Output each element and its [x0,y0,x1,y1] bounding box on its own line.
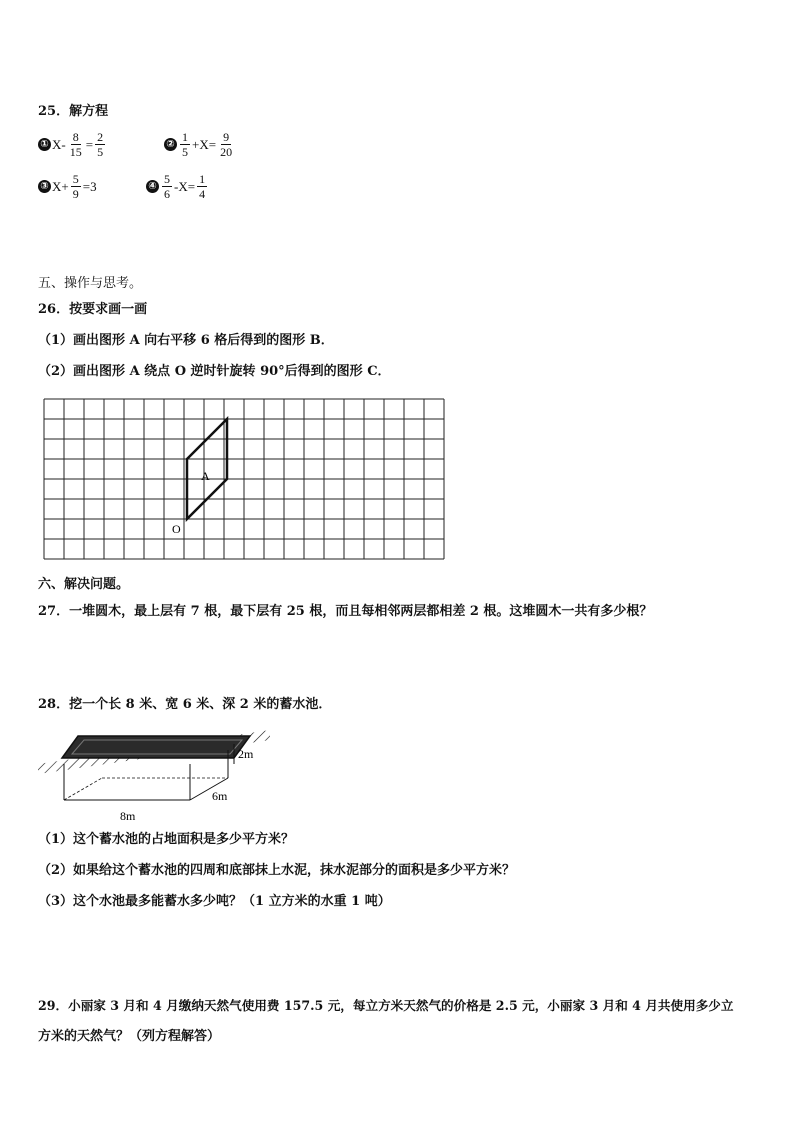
q26-item-2: （2）画出图形 A 绕点 O 逆时针旋转 90°后得到的图形 C． [38,364,391,379]
q29-line-2: 方米的天然气？（列方程解答） [38,1029,221,1044]
section-5-heading: 五、操作与思考。 [38,276,143,291]
fraction: $\frac{2}{5}$ [97,130,104,159]
q26-item-1: （1）画出图形 A 向右平移 6 格后得到的图形 B． [38,333,334,348]
number-4-icon: ④ [146,180,159,193]
depth-label: 2m [238,747,254,761]
eq1-prefix: X- [52,136,66,152]
fraction: $\frac{8}{15}$ [69,130,82,159]
q29-line-1: 29．小丽家 3 月和 4 月缴纳天然气使用费 157.5 元，每立方米天然气的价格是 2.5 元，小丽家 3 月和 4 月共使用多少立 [38,998,734,1013]
pool-opening [62,736,250,758]
eq3-prefix: X+ [52,178,69,194]
q28-item-2: （2）如果给这个蓄水池的四周和底部抹上水泥，抹水泥部分的面积是多少平方米？ [38,863,516,878]
fraction: $\frac{5}{9}$ [72,172,79,201]
grid-lines [44,399,444,559]
point-o-label: O [172,522,181,536]
number-2-icon: ② [164,138,177,151]
q28-item-3: （3）这个水池最多能蓄水多少吨？（1 立方米的水重 1 吨） [38,894,391,909]
fraction: $\frac{1}{4}$ [199,172,206,201]
pool-diagram [38,720,288,828]
q26-title: 26．按要求画一画 [38,302,148,317]
section-6-heading: 六、解决问题。 [38,577,130,592]
number-1-icon: ① [38,138,51,151]
width-label: 6m [212,789,228,803]
fraction: $\frac{1}{5}$ [182,130,188,159]
eq4-mid: -X= [174,178,196,194]
q25-title: 25．解方程 [38,104,109,119]
length-label: 8m [120,809,136,823]
eq3-suffix: =3 [82,178,97,194]
q28-item-1: （1）这个蓄水池的占地面积是多少平方米？ [38,832,295,847]
number-3-icon: ③ [38,180,51,193]
fraction: $\frac{9}{20}$ [220,130,233,159]
eq2-mid: +X= [192,136,217,152]
fraction: $\frac{5}{6}$ [164,172,170,201]
shape-a-label: A [201,469,210,483]
q27-text: 27．一堆圆木，最上层有 7 根，最下层有 25 根，而且每相邻两层都相差 2 根。这堆圆木一共有多少根？ [38,604,653,619]
eq1-mid: = [85,136,94,152]
q28-title: 28．挖一个长 8 米、宽 6 米、深 2 米的蓄水池． [38,697,332,712]
